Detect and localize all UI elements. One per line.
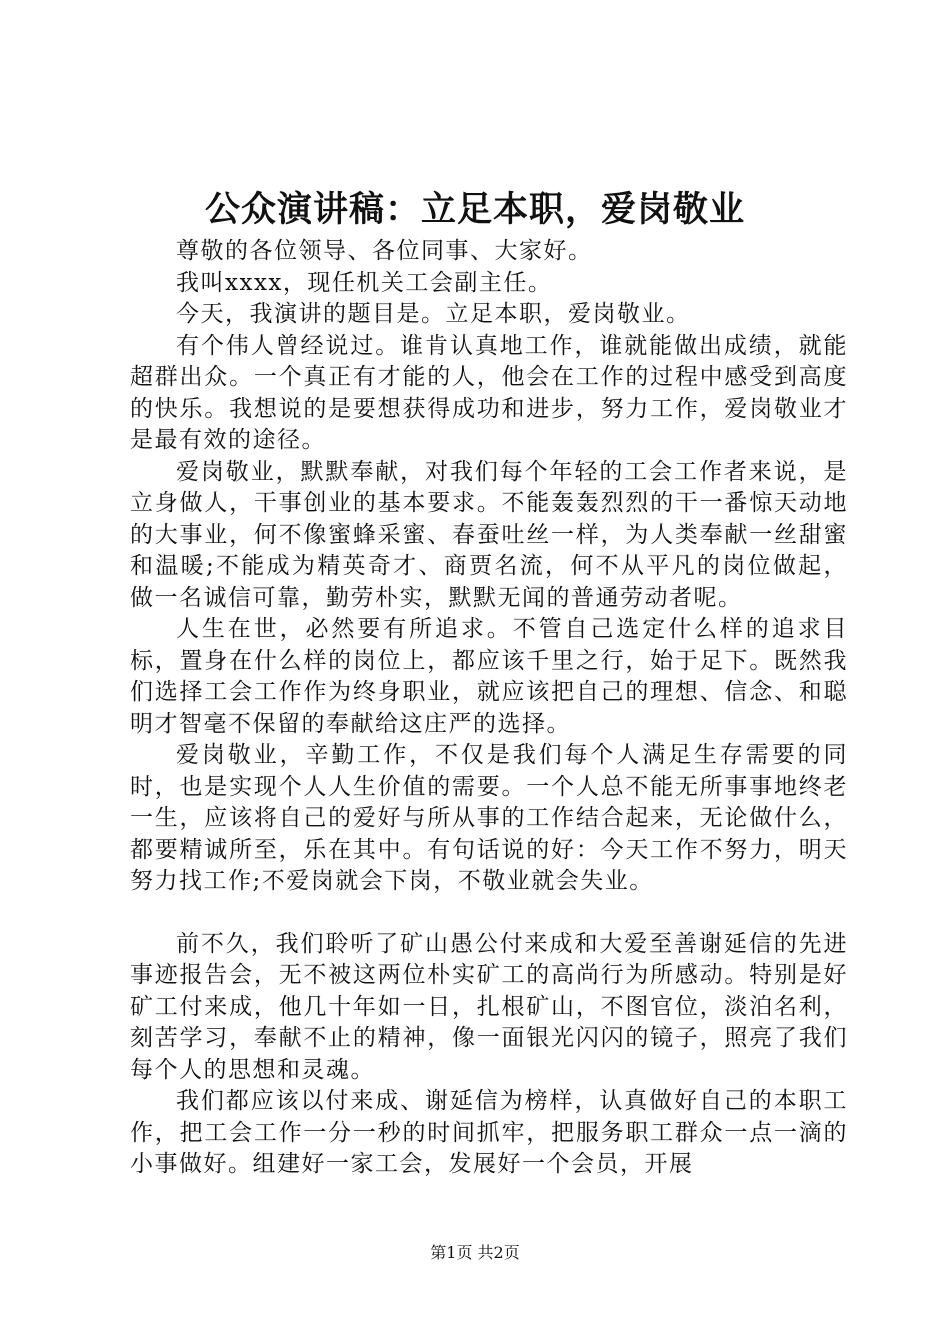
paragraph-pursuit: 人生在世，必然要有所追求。不管自己选定什么样的追求目标，置身在什么样的岗位上，都应该千里之行，始于足下。既然我们选择工会工作作为终身职业，就应该把自己的理想、信念、和聪明才智毫不保留的奉献给这庄严的选择。 — [130, 616, 848, 737]
page-number-footer: 第1页 共2页 — [430, 1243, 520, 1262]
document-title: 公众演讲稿：立足本职，爱岗敬业 — [204, 189, 745, 230]
paragraph-example: 我们都应该以付来成、谢延信为榜样，认真做好自己的本职工作，把工会工作一分一秒的时间抓牢，把服务职工群众一点一滴的小事做好。组建好一家工会，发展好一个会员，开展 — [130, 1088, 848, 1177]
paragraph-self-intro: 我叫xxxx，现任机关工会副主任。 — [176, 269, 553, 296]
paragraph-quote: 有个伟人曾经说过。谁肯认真地工作，谁就能做出成绩，就能超群出众。一个真正有才能的人，他会在工作的过程中感受到高度的快乐。我想说的是要想获得成功和进步，努力工作，爱岗敬业才是最有效的途径。 — [130, 332, 848, 453]
paragraph-topic: 今天，我演讲的题目是。立足本职，爱岗敬业。 — [176, 301, 691, 327]
paragraph-dedication: 爱岗敬业，默默奉献，对我们每个年轻的工会工作者来说，是立身做人，干事创业的基本要求。不能轰轰烈烈的干一番惊天动地的大事业，何不像蜜蜂采蜜、春蚕吐丝一样，为人类奉献一丝甜蜜和温暖;不能成为精英奇才、商贾名流，何不从平凡的岗位做起，做一名诚信可靠，勤劳朴实，默默无闻的普通劳动者呢。 — [130, 458, 848, 611]
paragraph-greeting: 尊敬的各位领导、各位同事、大家好。 — [176, 238, 593, 264]
document-body — [130, 236, 848, 1181]
paragraph-hard-work: 爱岗敬业，辛勤工作，不仅是我们每个人满足生存需要的同时，也是实现个人人生价值的需要。一个人总不能无所事事地终老一生，应该将自己的爱好与所从事的工作结合起来，无论做什么，都要精诚所至，乐在其中。有句话说的好：今天工作不努力，明天努力找工作;不爱岗就会下岗，不敬业就会失业。 — [130, 742, 848, 894]
paragraph-role-models: 前不久，我们聆听了矿山愚公付来成和大爱至善谢延信的先进事迹报告会，无不被这两位朴实矿工的高尚行为所感动。特别是好矿工付来成，他几十年如一日，扎根矿山，不图官位，淡泊名利，刻苦学习，奉献不止的精神，像一面银光闪闪的镜子，照亮了我们每个人的思想和灵魂。 — [130, 930, 848, 1083]
